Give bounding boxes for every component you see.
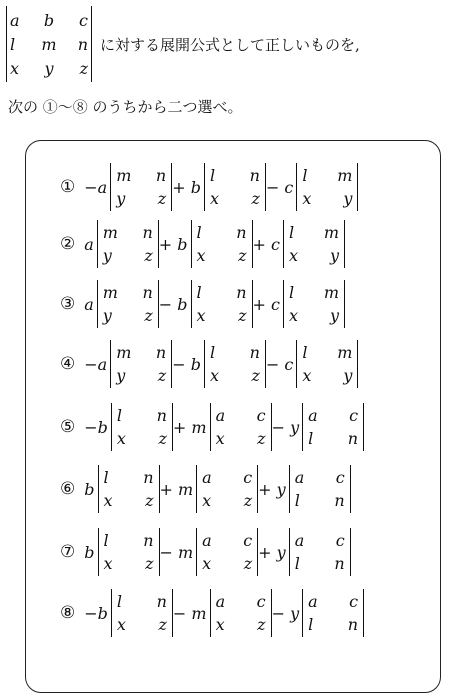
determinant-entry: a [215,592,226,611]
determinant-entry: c [256,406,266,425]
question-text-1: に対する展開公式として正しいものを, [100,35,360,54]
determinant-entry: a [215,406,226,425]
determinant-2x2 [204,163,266,211]
determinant-2x2 [191,220,253,268]
determinant-2x2 [302,403,364,451]
determinant-entry: l [103,468,109,487]
determinant-entry: z [145,491,154,510]
determinant-entry: l [196,283,202,302]
determinant-entry: z [243,554,253,573]
term-coefficient: − b [172,354,201,374]
determinant-entry: z [144,246,153,265]
determinant-entry: x [103,491,113,510]
term-coefficient: − c [265,354,294,374]
determinant-entry: l [288,283,295,302]
option-number: ① [60,177,76,197]
determinant-entry: m [323,223,339,242]
option-2[interactable] [60,219,345,269]
term-coefficient: − c [265,177,294,197]
determinant-entry: l [308,615,314,634]
option-number: ⑧ [60,603,76,623]
determinant-entry: n [143,468,154,487]
matrix-entry: x [10,58,20,78]
determinant-entry: c [335,468,345,487]
determinant-entry: y [102,306,112,325]
determinant-entry: z [238,246,247,265]
determinant-entry: n [334,554,345,573]
determinant-entry: a [202,531,212,550]
matrix-entry: n [77,34,88,54]
determinant-entry: y [116,189,126,208]
option-number: ③ [60,294,76,314]
determinant-2x2 [98,528,160,576]
determinant-entry: z [251,189,260,208]
determinant-entry: x [103,554,113,573]
determinant-entry: l [209,166,216,185]
determinant-entry: n [347,429,359,448]
determinant-2x2 [97,280,159,328]
option-1[interactable] [60,162,358,212]
determinant-entry: z [251,366,260,385]
term-coefficient: − m [159,542,194,562]
determinant-2x2 [98,465,160,513]
determinant-entry: z [257,615,266,634]
term-coefficient: + m [172,417,207,437]
matrix-entry: c [79,10,88,30]
determinant-entry: c [335,531,345,550]
option-number: ⑤ [60,417,76,437]
determinant-entry: x [288,306,299,325]
determinant-entry: n [143,531,154,550]
matrix-entry: a [10,10,20,30]
determinant-entry: z [243,491,253,510]
determinant-entry: x [202,491,212,510]
term-coefficient: + m [159,479,194,499]
term-coefficient: + c [252,234,280,254]
determinant-entry: x [209,366,219,385]
determinant-entry: n [249,343,260,362]
determinant-2x2 [196,465,258,513]
determinant-entry: n [142,283,153,302]
determinant-entry: c [256,592,266,611]
determinant-2x2 [210,403,272,451]
question-text-2: 次の ①〜⑧ のうちから二つ選べ。 [8,98,243,116]
determinant-entry: a [202,468,212,487]
determinant-entry: z [145,554,154,573]
option-5[interactable] [60,402,364,452]
term-coefficient: a [84,234,94,254]
option-4[interactable] [60,339,358,389]
determinant-entry: x [215,615,225,634]
determinant-entry: n [334,491,345,510]
determinant-entry: x [196,246,206,265]
determinant-2x2 [296,340,358,388]
option-number: ⑥ [60,479,76,499]
determinant-entry: m [323,283,339,302]
determinant-entry: n [236,223,247,242]
determinant-entry: z [257,429,266,448]
option-number: ② [60,234,76,254]
option-number: ④ [60,354,76,374]
determinant-3x3 [6,6,92,82]
determinant-entry: z [158,429,167,448]
term-coefficient: b [84,479,95,499]
term-coefficient: −a [84,177,108,197]
determinant-entry: l [103,531,109,550]
determinant-2x2 [110,163,172,211]
term-coefficient: − m [172,603,207,623]
option-6[interactable] [60,464,351,514]
term-coefficient: − y [271,603,300,623]
determinant-2x2 [296,163,358,211]
option-7[interactable] [60,527,351,577]
term-coefficient: + b [158,234,188,254]
determinant-2x2 [111,589,173,637]
option-number: ⑦ [60,542,76,562]
determinant-entry: x [116,615,126,634]
term-coefficient: + c [252,294,280,314]
determinant-entry: l [196,223,202,242]
determinant-entry: a [294,531,305,550]
determinant-entry: x [202,554,212,573]
determinant-entry: c [243,531,253,550]
determinant-2x2 [111,403,173,451]
determinant-entry: l [308,429,314,448]
determinant-2x2 [196,528,258,576]
term-coefficient: + b [172,177,201,197]
determinant-entry: z [157,189,167,208]
term-coefficient: + y [258,542,286,562]
term-coefficient: − b [158,294,188,314]
determinant-entry: n [249,166,260,185]
determinant-entry: a [308,406,318,425]
determinant-entry: l [294,554,300,573]
determinant-2x2 [289,528,351,576]
matrix-entry: y [44,58,54,78]
determinant-entry: m [102,283,118,302]
determinant-2x2 [210,589,272,637]
determinant-entry: m [116,166,132,185]
determinant-entry: c [349,592,359,611]
determinant-entry: x [116,429,126,448]
term-coefficient: −b [84,603,108,623]
matrix-entry: z [79,58,88,78]
determinant-2x2 [97,220,159,268]
determinant-entry: l [209,343,216,362]
determinant-entry: z [157,366,167,385]
determinant-entry: l [116,592,123,611]
determinant-entry: m [116,343,132,362]
determinant-entry: m [337,166,353,185]
determinant-entry: z [144,306,153,325]
determinant-entry: y [329,246,339,265]
determinant-entry: n [156,592,167,611]
determinant-entry: x [302,189,312,208]
determinant-entry: l [302,166,308,185]
determinant-entry: n [347,615,359,634]
determinant-entry: a [294,468,305,487]
determinant-entry: m [337,343,353,362]
question-line-1 [6,6,360,82]
determinant-entry: x [288,246,299,265]
determinant-2x2 [289,465,351,513]
matrix-entry: l [10,34,16,54]
determinant-entry: x [209,189,219,208]
matrix-entry: m [41,34,57,54]
determinant-entry: z [238,306,247,325]
determinant-entry: y [343,366,353,385]
determinant-entry: y [329,306,339,325]
determinant-entry: m [102,223,118,242]
matrix-entry: b [43,10,55,30]
option-8[interactable] [60,588,364,638]
determinant-entry: x [196,306,206,325]
determinant-entry: n [155,166,167,185]
option-3[interactable] [60,279,345,329]
determinant-entry: x [302,366,312,385]
determinant-entry: l [294,491,300,510]
determinant-entry: n [156,406,167,425]
determinant-entry: l [302,343,308,362]
determinant-entry: n [155,343,167,362]
determinant-entry: l [116,406,123,425]
determinant-entry: n [236,283,247,302]
determinant-2x2 [110,340,172,388]
determinant-entry: l [288,223,295,242]
term-coefficient: a [84,294,94,314]
determinant-entry: n [142,223,153,242]
determinant-2x2 [204,340,266,388]
determinant-entry: a [308,592,318,611]
determinant-2x2 [283,280,345,328]
determinant-entry: x [215,429,225,448]
determinant-entry: y [343,189,353,208]
determinant-entry: y [116,366,126,385]
term-coefficient: + y [258,479,286,499]
determinant-entry: c [349,406,359,425]
determinant-entry: z [158,615,167,634]
determinant-2x2 [191,280,253,328]
term-coefficient: b [84,542,95,562]
determinant-entry: c [243,468,253,487]
term-coefficient: − y [271,417,300,437]
term-coefficient: −b [84,417,108,437]
determinant-2x2 [302,589,364,637]
term-coefficient: −a [84,354,108,374]
determinant-2x2 [283,220,345,268]
determinant-entry: y [102,246,112,265]
